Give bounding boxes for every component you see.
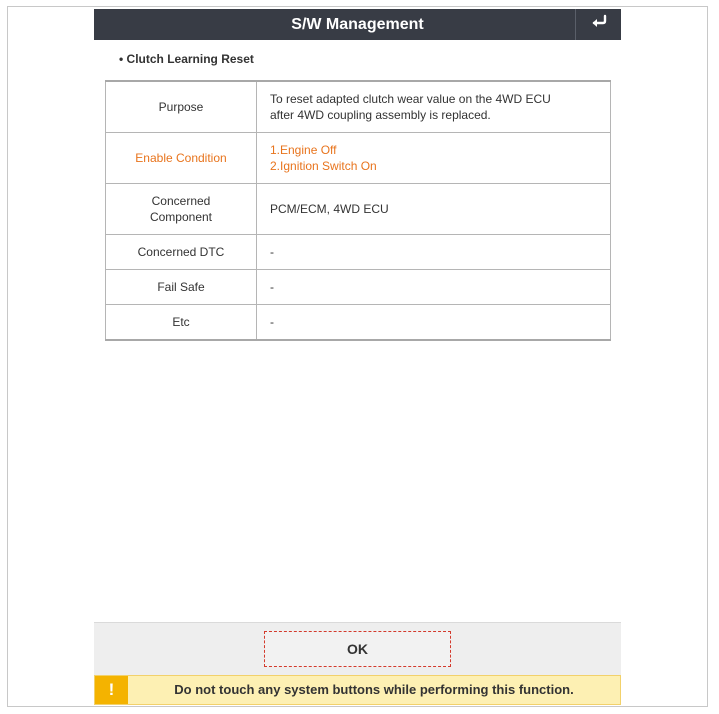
row-label [106, 184, 257, 235]
warning-text: Do not touch any system buttons while performing this function. [174, 682, 574, 697]
back-button[interactable] [575, 9, 621, 40]
row-value: - [257, 270, 611, 305]
label-line: Concerned [151, 194, 211, 208]
value-line: 2.Ignition Switch On [270, 159, 377, 173]
return-arrow-icon [589, 14, 609, 35]
warning-banner [94, 675, 621, 705]
info-table [105, 80, 611, 341]
value-line: 1.Engine Off [270, 143, 337, 157]
table-row-concerned-component [106, 184, 611, 235]
table-row-fail-safe [106, 270, 611, 305]
row-value [257, 133, 611, 184]
ok-button[interactable]: OK [264, 631, 451, 667]
table-row-concerned-dtc [106, 235, 611, 270]
exclamation-icon: ! [95, 676, 128, 704]
row-value: PCM/ECM, 4WD ECU [257, 184, 611, 235]
value-line: after 4WD coupling assembly is replaced. [270, 108, 491, 122]
row-label: Concerned DTC [106, 235, 257, 270]
header-bar [94, 9, 621, 40]
value-line: To reset adapted clutch wear value on the 4WD ECU [270, 92, 551, 106]
row-label: Etc [106, 305, 257, 341]
row-value: - [257, 305, 611, 341]
page-title: S/W Management [291, 16, 424, 33]
table-row-purpose [106, 81, 611, 133]
section-title: • Clutch Learning Reset [119, 52, 254, 66]
row-label: Purpose [106, 81, 257, 133]
row-value [257, 81, 611, 133]
label-line: Component [149, 210, 213, 224]
table-row-etc [106, 305, 611, 341]
row-label: Fail Safe [106, 270, 257, 305]
table-row-enable-condition [106, 133, 611, 184]
row-value: - [257, 235, 611, 270]
row-label: Enable Condition [106, 133, 257, 184]
